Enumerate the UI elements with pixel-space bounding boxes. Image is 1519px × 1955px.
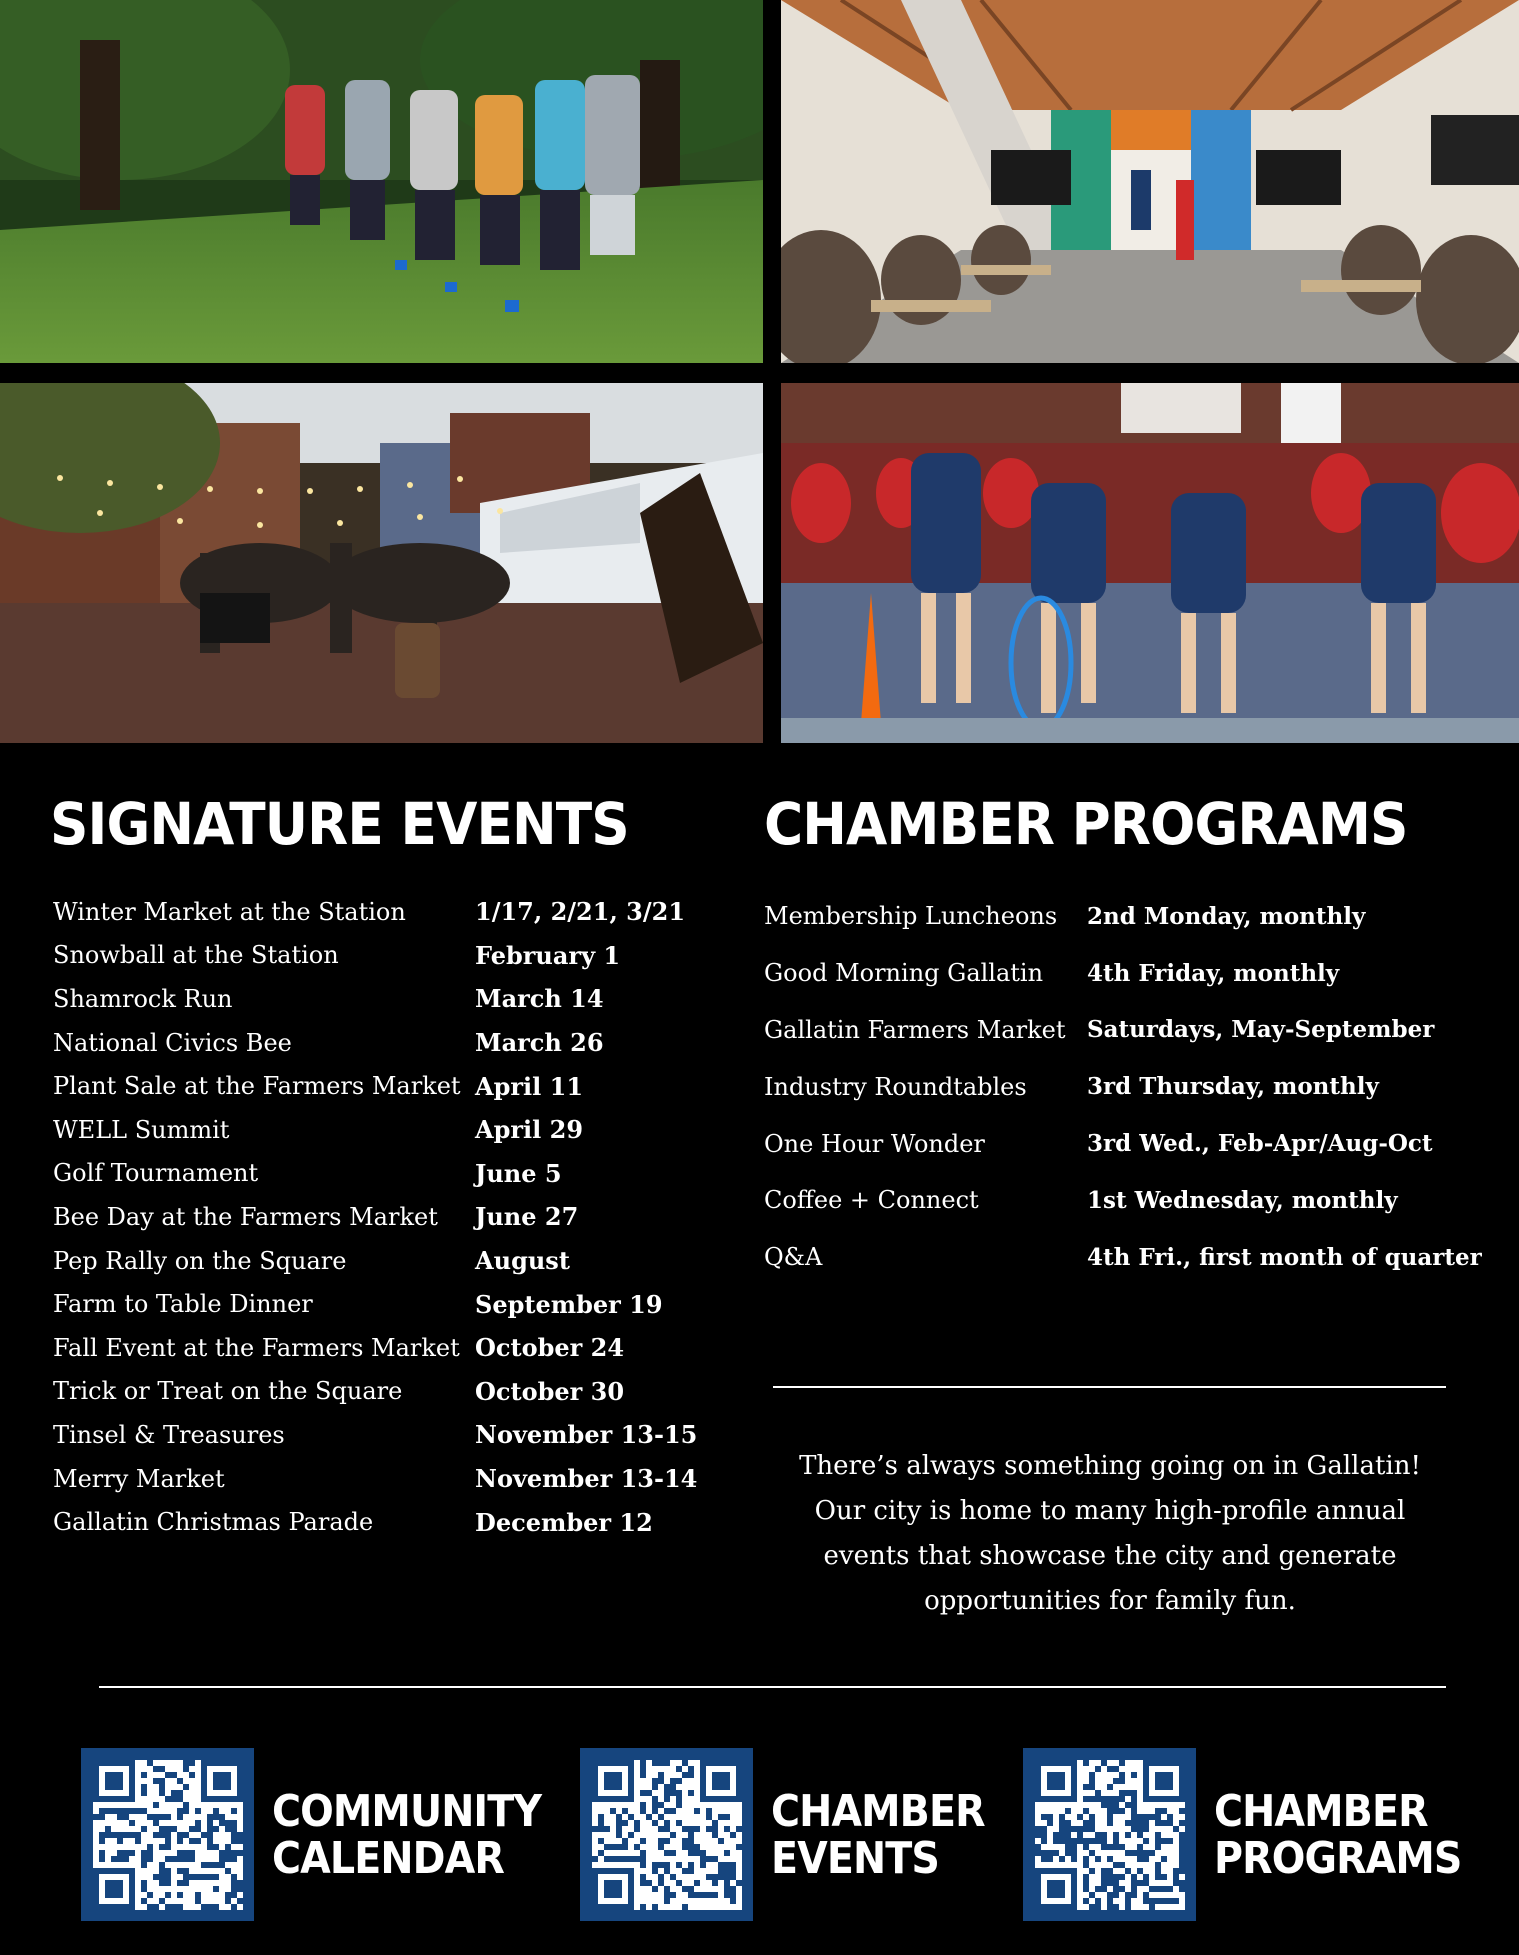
chamber-programs-qr-link[interactable] xyxy=(1023,1748,1489,1921)
event-date: November 13-15 xyxy=(475,1420,698,1450)
list-item xyxy=(764,1115,1504,1172)
program-name: Good Morning Gallatin xyxy=(764,959,1044,988)
list-item xyxy=(53,1500,713,1544)
list-item xyxy=(53,1370,713,1414)
event-name: Golf Tournament xyxy=(53,1159,259,1188)
event-date: December 12 xyxy=(475,1507,653,1537)
list-item xyxy=(53,1195,713,1239)
list-item xyxy=(53,1108,713,1152)
list-item xyxy=(53,1021,713,1065)
qr-label xyxy=(272,1785,542,1884)
qr-label-line: CHAMBER xyxy=(771,1785,985,1837)
event-name: Fall Event at the Farmers Market xyxy=(53,1333,460,1362)
divider xyxy=(773,1386,1446,1388)
event-name: Gallatin Christmas Parade xyxy=(53,1508,374,1537)
event-date: 1/17, 2/21, 3/21 xyxy=(475,897,686,927)
qr-label-line: PROGRAMS xyxy=(1214,1832,1462,1884)
list-item xyxy=(764,1058,1504,1115)
event-date: November 13-14 xyxy=(475,1464,698,1494)
event-name: Tinsel & Treasures xyxy=(53,1420,285,1449)
qr-code-icon[interactable] xyxy=(1023,1748,1196,1921)
intro-blurb: There’s always something going on in Gallatin! Our city is home to many high-profile annual events that showcase the city and generate opportunities for family fun. xyxy=(799,1451,1421,1616)
event-date: October 24 xyxy=(475,1333,625,1363)
event-date: February 1 xyxy=(475,940,621,970)
program-schedule: 3rd Wed., Feb-Apr/Aug-Oct xyxy=(1087,1130,1433,1158)
qr-code-icon[interactable] xyxy=(580,1748,753,1921)
list-item xyxy=(53,1064,713,1108)
list-item xyxy=(53,934,713,978)
event-date: June 27 xyxy=(475,1202,579,1232)
program-schedule: 4th Friday, monthly xyxy=(1087,959,1340,987)
list-item xyxy=(53,1457,713,1501)
list-item xyxy=(53,1413,713,1457)
chamber-programs-heading: CHAMBER PROGRAMS xyxy=(764,790,1408,858)
list-item xyxy=(764,945,1504,1002)
divider xyxy=(99,1686,1446,1688)
event-name: Pep Rally on the Square xyxy=(53,1246,347,1275)
event-name: Bee Day at the Farmers Market xyxy=(53,1202,438,1231)
event-date: April 11 xyxy=(475,1071,584,1101)
event-hall-luncheon-photo xyxy=(781,0,1519,363)
chamber-events-qr-link[interactable] xyxy=(580,1748,1008,1921)
pep-rally-photo xyxy=(781,383,1519,743)
list-item xyxy=(53,890,713,934)
event-date: April 29 xyxy=(475,1115,584,1145)
program-name: Membership Luncheons xyxy=(764,902,1058,931)
program-schedule: 4th Fri., first month of quarter xyxy=(1087,1243,1482,1271)
qr-code-icon[interactable] xyxy=(81,1748,254,1921)
list-item xyxy=(764,1172,1504,1229)
event-name: Plant Sale at the Farmers Market xyxy=(53,1072,461,1101)
community-calendar-qr-link[interactable] xyxy=(81,1748,571,1921)
event-name: Winter Market at the Station xyxy=(53,897,406,926)
event-date: March 14 xyxy=(475,984,604,1014)
list-item xyxy=(764,1002,1504,1059)
program-name: Coffee + Connect xyxy=(764,1186,979,1215)
evening-street-dinner-photo xyxy=(0,383,763,743)
qr-label-line: CALENDAR xyxy=(272,1832,504,1884)
event-name: Trick or Treat on the Square xyxy=(53,1377,403,1406)
signature-events-list xyxy=(53,890,713,1544)
signature-events-heading: SIGNATURE EVENTS xyxy=(50,790,629,858)
qr-label xyxy=(771,1785,985,1884)
event-date: August xyxy=(475,1246,570,1276)
event-name: National Civics Bee xyxy=(53,1028,292,1057)
program-schedule: 2nd Monday, monthly xyxy=(1087,902,1366,930)
chamber-programs-list xyxy=(764,888,1504,1286)
event-name: Farm to Table Dinner xyxy=(53,1290,313,1319)
qr-label-line: COMMUNITY xyxy=(272,1785,542,1837)
event-name: Merry Market xyxy=(53,1464,225,1493)
list-item xyxy=(764,1229,1504,1286)
program-name: One Hour Wonder xyxy=(764,1129,985,1158)
program-schedule: 3rd Thursday, monthly xyxy=(1087,1073,1379,1101)
list-item xyxy=(53,1282,713,1326)
event-date: March 26 xyxy=(475,1028,604,1058)
event-date: September 19 xyxy=(475,1289,663,1319)
qr-label-line: CHAMBER xyxy=(1214,1785,1428,1837)
list-item xyxy=(53,1326,713,1370)
event-name: Snowball at the Station xyxy=(53,941,339,970)
event-date: June 5 xyxy=(475,1158,562,1188)
event-name: Shamrock Run xyxy=(53,984,233,1013)
qr-label xyxy=(1214,1785,1462,1884)
qr-label-line: EVENTS xyxy=(771,1832,940,1884)
program-name: Gallatin Farmers Market xyxy=(764,1015,1066,1044)
event-date: October 30 xyxy=(475,1376,625,1406)
list-item xyxy=(764,888,1504,945)
program-name: Industry Roundtables xyxy=(764,1072,1027,1101)
list-item xyxy=(53,1152,713,1196)
golf-tournament-photo xyxy=(0,0,763,363)
program-schedule: Saturdays, May-September xyxy=(1087,1016,1435,1044)
event-name: WELL Summit xyxy=(53,1115,230,1144)
list-item xyxy=(53,1239,713,1283)
program-name: Q&A xyxy=(764,1243,823,1272)
list-item xyxy=(53,977,713,1021)
program-schedule: 1st Wednesday, monthly xyxy=(1087,1186,1398,1214)
